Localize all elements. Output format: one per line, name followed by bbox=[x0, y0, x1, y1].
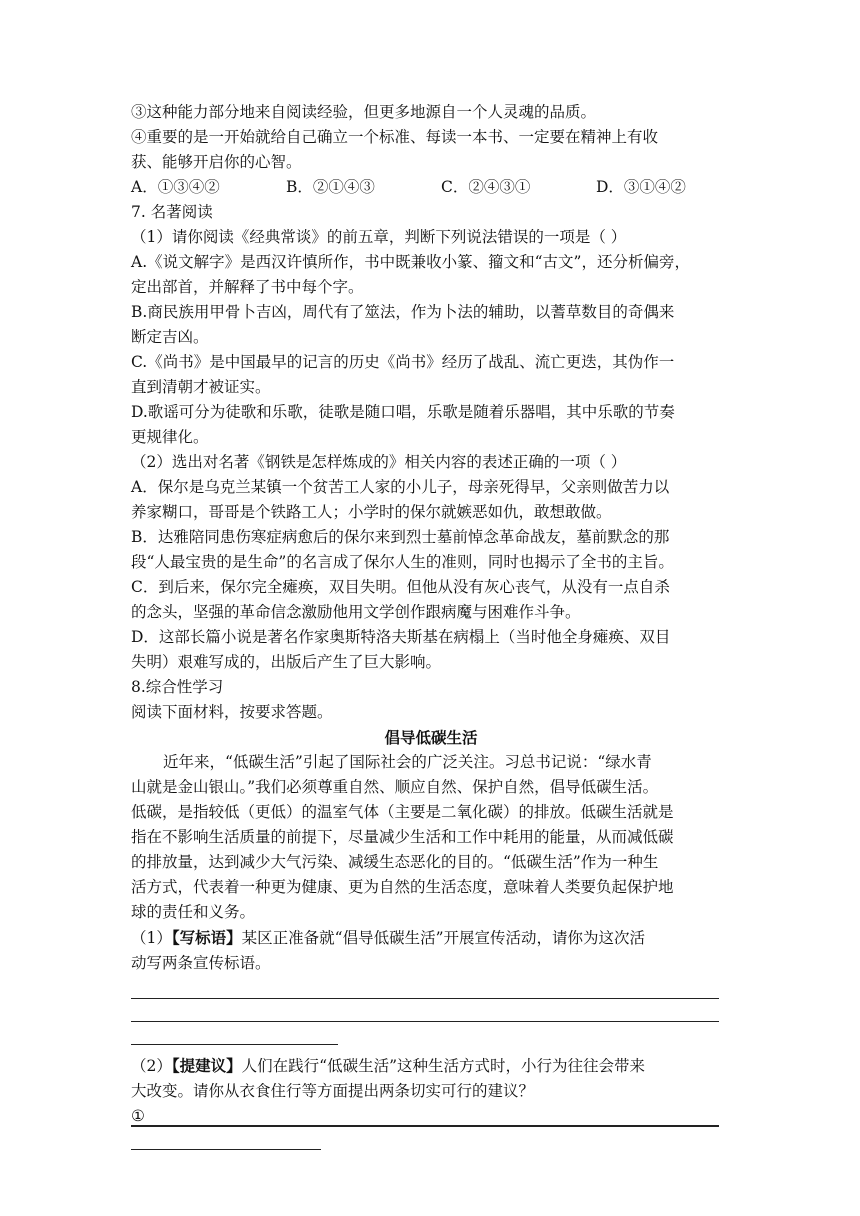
q6-option-a[interactable]: A．①③④② bbox=[131, 178, 220, 196]
answer-line[interactable] bbox=[131, 1022, 338, 1045]
q7-heading: 7. 名著阅读 bbox=[131, 203, 213, 221]
q6-item-4-line1: ④重要的是一开始就给自己确立一个标准、每读一本书、一定要在精神上有收 bbox=[131, 128, 659, 146]
q8-material-line6: 活方式，代表着一种更为健康、更为自然的生活态度，意味着人类要负起保护地 bbox=[131, 878, 674, 896]
q8-sub2-line1 bbox=[131, 1053, 731, 1079]
q7-part2-stem: （2）选出对名著《钢铁是怎样炼成的》相关内容的表述正确的一项（ ） bbox=[131, 453, 627, 471]
q6-options bbox=[131, 175, 731, 200]
q8-intro: 阅读下面材料，按要求答题。 bbox=[131, 703, 333, 721]
q7-part1-option-a-line2: 定出部首，并解释了书中每个字。 bbox=[131, 278, 364, 296]
q6-option-b[interactable]: B．②①④③ bbox=[286, 178, 375, 196]
document-page bbox=[131, 100, 731, 1150]
answer-line[interactable] bbox=[131, 1127, 321, 1150]
q7-part1-option-d-line1: D.歌谣可分为徒歌和乐歌，徒歌是随口唱，乐歌是随着乐器唱，其中乐歌的节奏 bbox=[131, 403, 675, 421]
q8-sub1-line1 bbox=[131, 925, 731, 951]
q7-part1-option-b-line2: 断定吉凶。 bbox=[131, 328, 209, 346]
q8-material-line5: 的排放量，达到减少大气污染、减缓生态恶化的目的。“低碳生活”作为一种生 bbox=[131, 853, 659, 871]
q6-item-4-line2: 获、能够开启你的心智。 bbox=[131, 153, 302, 171]
q7-part2-option-d-line1: D．这部长篇小说是著名作家奥斯特洛夫斯基在病榻上（当时他全身瘫痪、双目 bbox=[131, 628, 671, 646]
q6-option-d[interactable]: D．③①④② bbox=[596, 178, 686, 196]
q7-part2-option-a-line2: 养家糊口，哥哥是个铁路工人；小学时的保尔就嫉恶如仇，敢想敢做。 bbox=[131, 503, 612, 521]
q6-option-c[interactable]: C．②④③① bbox=[441, 178, 531, 196]
q7-part2-option-d-line2: 失明）艰难写成的，出版后产生了巨大影响。 bbox=[131, 653, 442, 671]
q8-sub1-line2: 动写两条宣传标语。 bbox=[131, 954, 271, 972]
q8-sub1-number: （1） bbox=[131, 929, 172, 947]
q7-part2-option-b-line2: 段“人最宝贵的是生命”的名言成了保尔人生的准则，同时也揭示了全书的主旨。 bbox=[131, 553, 674, 571]
q7-part1-stem: （1）请你阅读《经典常谈》的前五章，判断下列说法错误的一项是（ ） bbox=[131, 228, 627, 246]
q7-part1-option-b-line1: B.商民族用甲骨卜吉凶，周代有了筮法，作为卜法的辅助，以蓍草数目的奇偶来 bbox=[131, 303, 675, 321]
answer-line[interactable] bbox=[131, 1104, 719, 1126]
q8-material-line4: 指在不影响生活质量的前提下，尽量减少生活和工作中耗用的能量，从而减低碳 bbox=[131, 828, 674, 846]
q8-material-line1: 近年来，“低碳生活”引起了国际社会的广泛关注。习总书记说：“绿水青 bbox=[163, 753, 652, 771]
q8-material-line2: 山就是金山银山。”我们必须尊重自然、顺应自然、保护自然，倡导低碳生活。 bbox=[131, 778, 659, 796]
q8-sub2-line2: 大改变。请你从衣食住行等方面提出两条切实可行的建议？ bbox=[131, 1082, 535, 1100]
q7-part2-option-c-line1: C．到后来，保尔完全瘫痪，双目失明。但他从没有灰心丧气，从没有一点自杀 bbox=[131, 578, 670, 596]
q8-material-line3: 低碳，是指较低（更低）的温室气体（主要是二氧化碳）的排放。低碳生活就是 bbox=[131, 803, 674, 821]
q8-sub1-text: 某区正准备就“倡导低碳生活”开展宣传活动，请你为这次活 bbox=[241, 929, 645, 947]
q8-heading: 8.综合性学习 bbox=[131, 678, 224, 696]
q7-part1-option-d-line2: 更规律化。 bbox=[131, 428, 209, 446]
q6-item-3: ③这种能力部分地来自阅读经验，但更多地源自一个人灵魂的品质。 bbox=[131, 103, 597, 121]
q7-part1-option-a-line1: A.《说文解字》是西汉许慎所作，书中既兼收小篆、籀文和“古文”，还分析偏旁， bbox=[131, 253, 690, 271]
q7-part2-option-c-line2: 的念头，坚强的革命信念激励他用文学创作跟病魔与困难作斗争。 bbox=[131, 603, 581, 621]
q7-part2-option-a-line1: A．保尔是乌克兰某镇一个贫苦工人家的小儿子，母亲死得早，父亲则做苦力以 bbox=[131, 478, 670, 496]
q7-part1-option-c-line2: 直到清朝才被证实。 bbox=[131, 378, 271, 396]
q8-sub2-number: （2） bbox=[131, 1057, 172, 1075]
q8-material-line7: 球的责任和义务。 bbox=[131, 903, 256, 921]
answer-line[interactable] bbox=[131, 976, 719, 999]
answer-line[interactable] bbox=[131, 999, 719, 1022]
q8-sub2-text: 人们在践行“低碳生活”这种生活方式时，小行为往往会带来 bbox=[241, 1057, 645, 1075]
q8-sub2-tag: 【提建议】 bbox=[171, 1056, 242, 1075]
q8-material-title: 倡导低碳生活 bbox=[384, 728, 478, 747]
q7-part2-option-b-line1: B．达雅陪同患伤寒症病愈后的保尔来到烈士墓前悼念革命战友，墓前默念的那 bbox=[131, 528, 670, 546]
q7-part1-option-c-line1: C.《尚书》是中国最早的记言的历史《尚书》经历了战乱、流亡更迭，其伪作一 bbox=[131, 353, 675, 371]
q8-sub1-tag: 【写标语】 bbox=[171, 928, 242, 947]
q8-sub2-marker: ① bbox=[131, 1107, 145, 1125]
